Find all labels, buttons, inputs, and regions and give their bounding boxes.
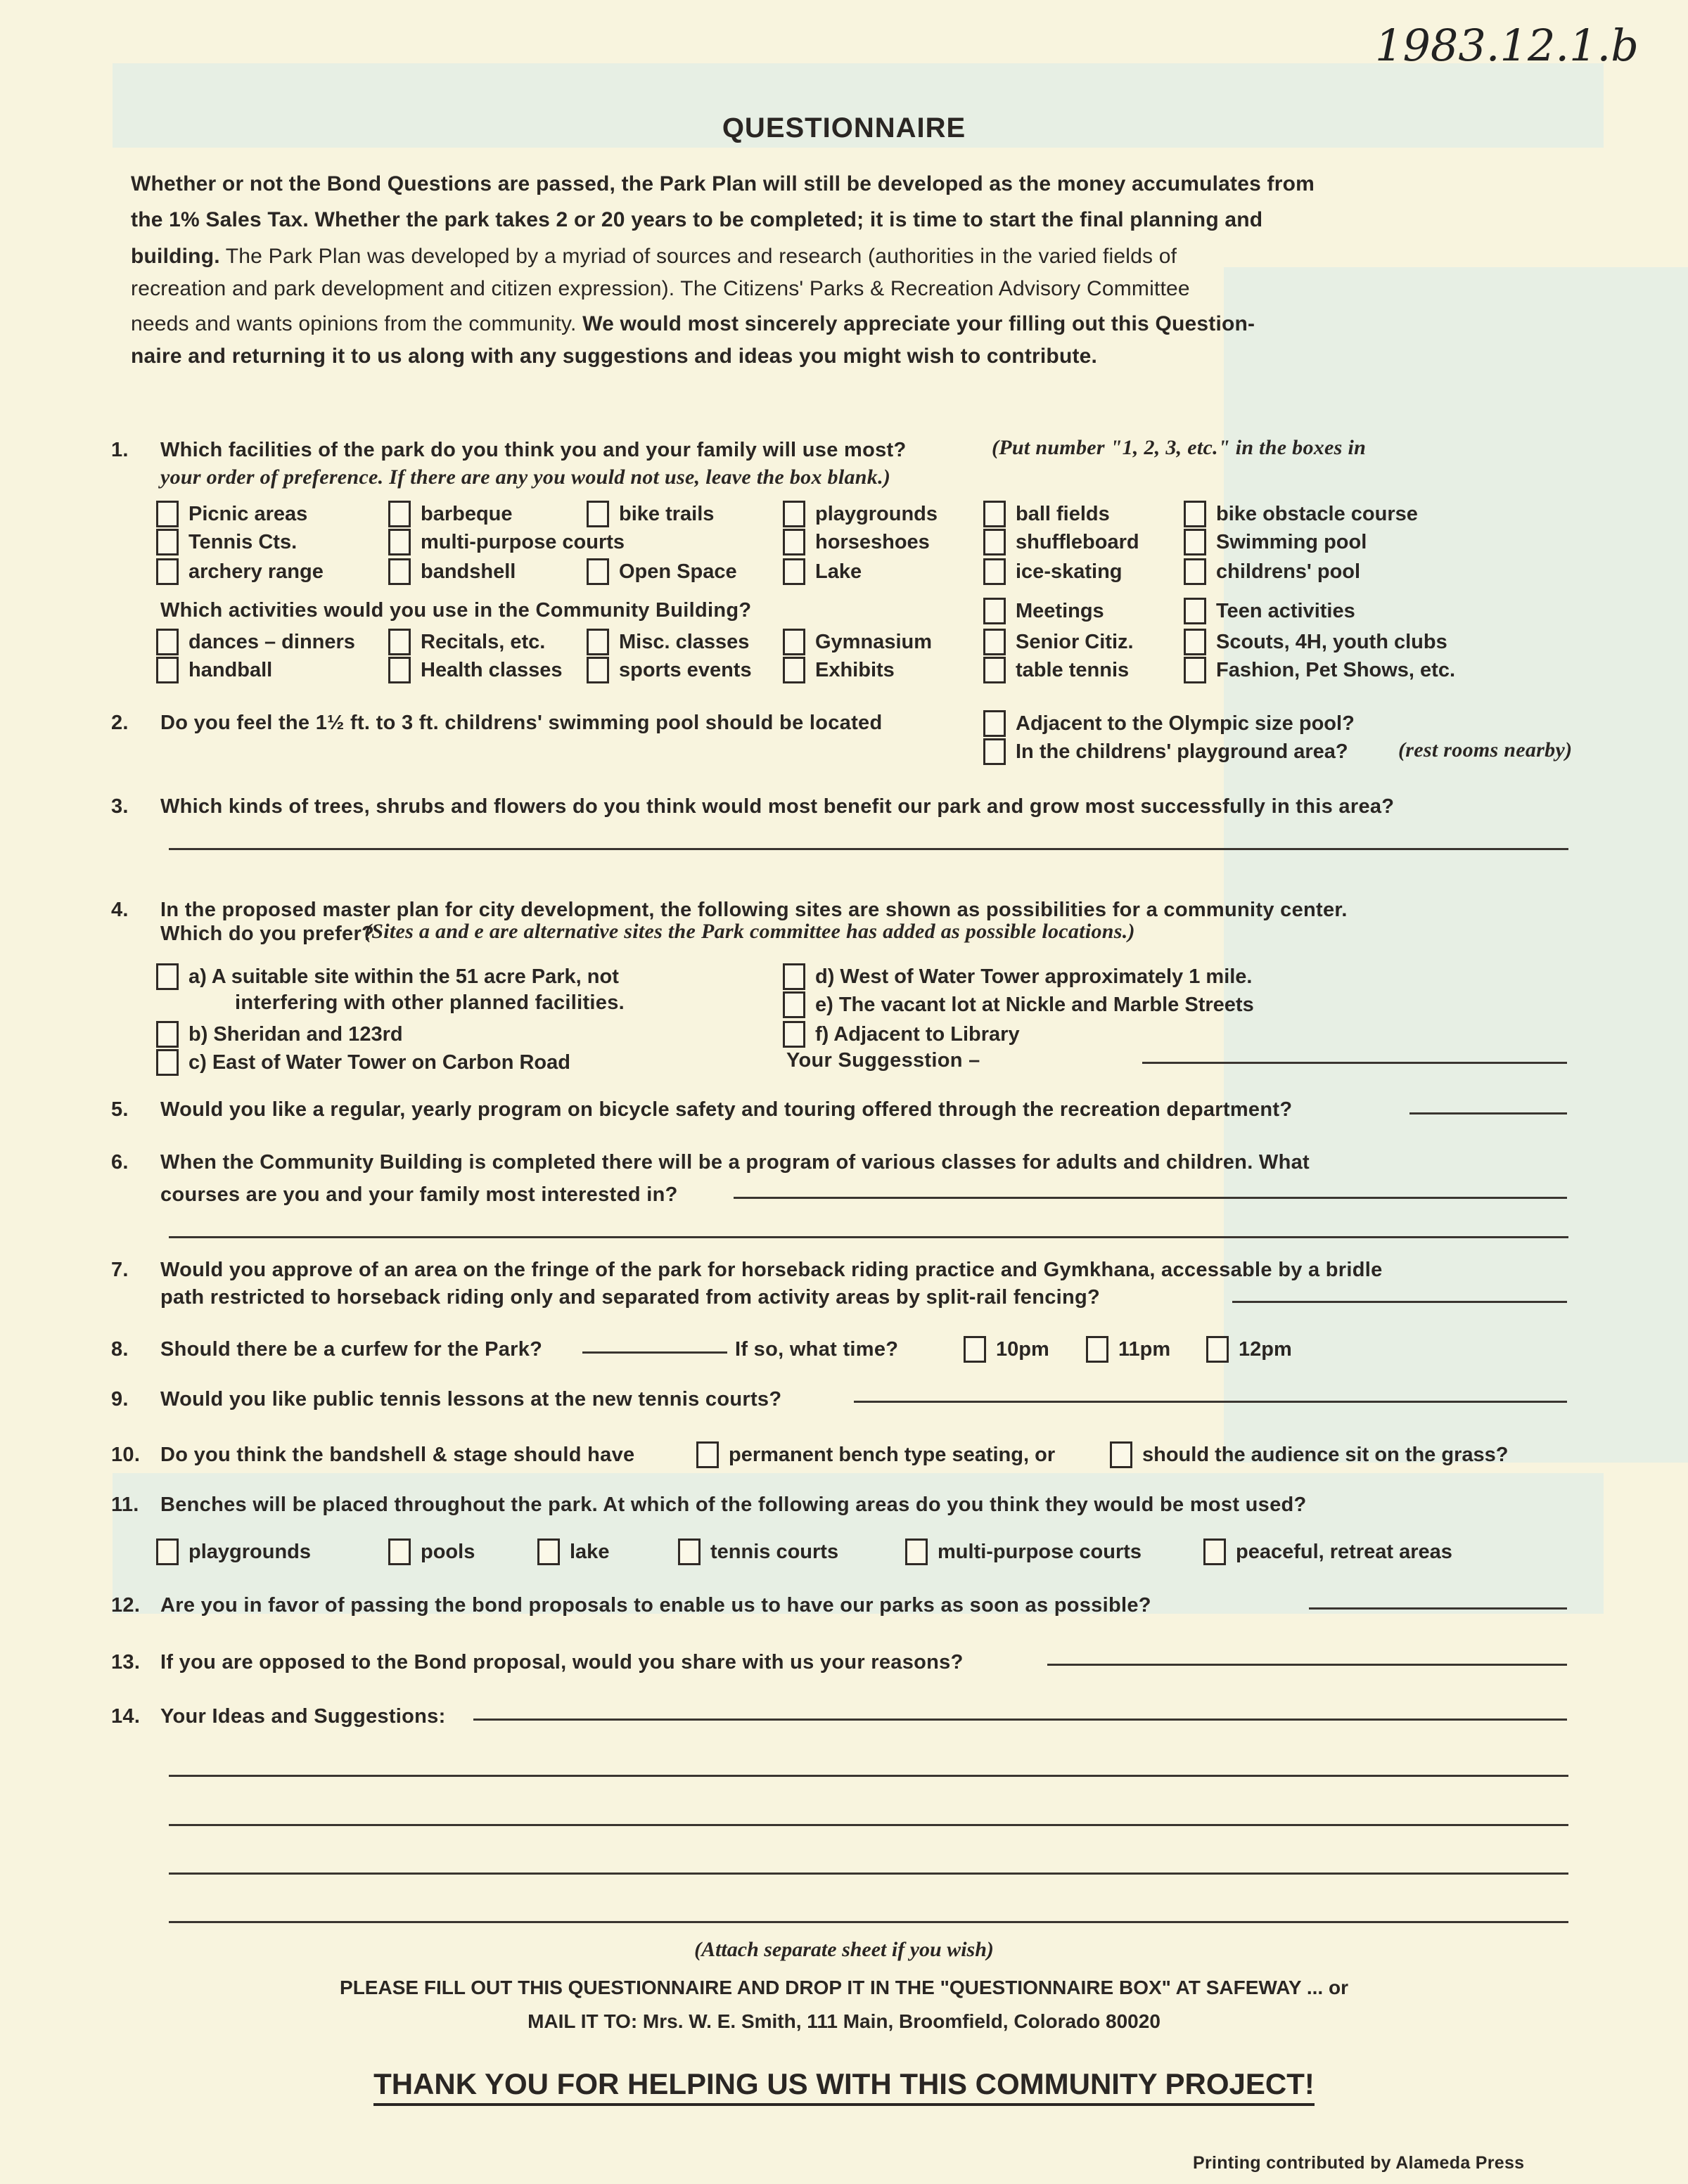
question-text: courses are you and your family most interested in?	[160, 1183, 678, 1206]
question-text: Would you approve of an area on the fringe of the park for horseback riding practice and Gymkhana, accessable by a bridle	[160, 1259, 1383, 1281]
thank-you-banner	[0, 2067, 1688, 2101]
ideas-line[interactable]	[169, 1921, 1568, 1923]
question-note: your order of preference. If there are any you would not use, leave the box blank.)	[160, 465, 891, 489]
intro-text: recreation and park development and citizen expression). The Citizens' Parks & Recreation Advisory Committee	[131, 277, 1190, 300]
checkbox[interactable]	[983, 558, 1006, 585]
option-continuation: interfering with other planned facilities.	[235, 991, 625, 1014]
checkbox[interactable]	[388, 558, 411, 585]
checkbox-label: sports events	[619, 658, 752, 681]
checkbox-label: Picnic areas	[188, 502, 308, 525]
activity-option[interactable]	[388, 629, 545, 655]
checkbox[interactable]	[983, 657, 1006, 683]
checkbox-label: 12pm	[1239, 1337, 1292, 1361]
facility-option[interactable]	[783, 558, 862, 585]
suggestion-input[interactable]	[1142, 1062, 1567, 1064]
answer-line[interactable]	[1409, 1112, 1567, 1115]
intro-line	[131, 172, 1315, 196]
question-number: 3.	[111, 795, 129, 818]
question-text: Would you like public tennis lessons at the new tennis courts?	[160, 1388, 782, 1411]
checkbox-label: childrens' pool	[1216, 560, 1361, 583]
question-note: (rest rooms nearby)	[1398, 738, 1573, 762]
ideas-line[interactable]	[169, 1775, 1568, 1777]
ideas-line[interactable]	[169, 1824, 1568, 1826]
checkbox-label: barbeque	[421, 502, 513, 525]
facility-option[interactable]	[983, 501, 1110, 527]
checkbox-label: Exhibits	[815, 658, 895, 681]
answer-line[interactable]	[169, 1236, 1568, 1238]
checkbox-label: peaceful, retreat areas	[1236, 1540, 1452, 1563]
checkbox-label: a) A suitable site within the 51 acre Park, not	[188, 965, 619, 988]
checkbox[interactable]	[783, 657, 805, 683]
checkbox[interactable]	[1184, 501, 1206, 527]
checkbox-label: Senior Citiz.	[1016, 630, 1134, 653]
instructions-line-1: PLEASE FILL OUT THIS QUESTIONNAIRE AND DROP IT IN THE "QUESTIONNAIRE BOX" AT SAFEWAY ... or	[340, 1977, 1348, 1998]
question-number: 12.	[111, 1594, 141, 1617]
facility-option[interactable]	[388, 558, 516, 585]
question-number: 10.	[111, 1444, 141, 1466]
checkbox-label: ice-skating	[1016, 560, 1123, 583]
checkbox-label: Swimming pool	[1216, 530, 1367, 553]
site-option[interactable]	[783, 991, 1254, 1018]
question-text: Should there be a curfew for the Park?	[160, 1338, 543, 1361]
checkbox-label: bandshell	[421, 560, 516, 583]
site-option[interactable]	[156, 1049, 570, 1076]
checkbox-label: multi-purpose courts	[421, 530, 625, 553]
site-option[interactable]	[783, 1021, 1020, 1048]
facility-option[interactable]	[1184, 501, 1418, 527]
activity-option[interactable]	[1184, 598, 1355, 624]
attach-note: (Attach separate sheet if you wish)	[694, 1938, 994, 1961]
intro-line	[131, 312, 1255, 336]
checkbox-label: In the childrens' playground area?	[1016, 740, 1348, 763]
checkbox-label: handball	[188, 658, 273, 681]
checkbox[interactable]	[783, 629, 805, 655]
question-text: If you are opposed to the Bond proposal, would you share with us your reasons?	[160, 1651, 964, 1674]
checkbox-label: 11pm	[1118, 1337, 1171, 1361]
checkbox-label: ball fields	[1016, 502, 1110, 525]
site-option[interactable]	[156, 963, 619, 990]
question-number: 6.	[111, 1151, 129, 1174]
checkbox[interactable]	[905, 1539, 928, 1565]
answer-line[interactable]	[854, 1401, 1567, 1403]
checkbox-label: Open Space	[619, 560, 737, 583]
question-text: Which activities would you use in the Community Building?	[160, 599, 752, 622]
checkbox-label: f) Adjacent to Library	[815, 1022, 1020, 1046]
question-text: Do you think the bandshell & stage should have	[160, 1444, 635, 1466]
checkbox[interactable]	[964, 1336, 986, 1363]
thank-you-text: THANK YOU FOR HELPING US WITH THIS COMMUNITY PROJECT!	[373, 2067, 1315, 2106]
checkbox[interactable]	[388, 629, 411, 655]
facility-option[interactable]	[1184, 529, 1367, 555]
checkbox-label: playgrounds	[188, 1540, 312, 1563]
checkbox[interactable]	[587, 501, 609, 527]
facility-option[interactable]	[587, 501, 714, 527]
question-number: 13.	[111, 1651, 141, 1674]
activity-option[interactable]	[156, 629, 355, 655]
checkbox-label: pools	[421, 1540, 475, 1563]
checkbox[interactable]	[156, 529, 179, 555]
checkbox[interactable]	[1184, 529, 1206, 555]
site-option[interactable]	[783, 963, 1253, 990]
checkbox[interactable]	[983, 598, 1006, 624]
question-text: Which kinds of trees, shrubs and flowers do you think would most benefit our park and grow most successfully in this area?	[160, 795, 1395, 818]
checkbox[interactable]	[1110, 1441, 1132, 1468]
intro-text: the 1% Sales Tax. Whether the park takes 2 or 20 years to be completed; it is time to start the final planning and	[131, 208, 1263, 231]
checkbox-label: Teen activities	[1216, 599, 1355, 622]
facility-option[interactable]	[388, 501, 513, 527]
answer-line[interactable]	[1309, 1607, 1567, 1610]
checkbox[interactable]	[388, 529, 411, 555]
checkbox-label: Scouts, 4H, youth clubs	[1216, 630, 1447, 653]
intro-line	[131, 245, 1177, 269]
suggestion-label: Your Suggesstion –	[786, 1049, 980, 1072]
facility-option[interactable]	[156, 529, 297, 555]
answer-line[interactable]	[734, 1197, 1567, 1199]
bench-area-option[interactable]	[388, 1539, 475, 1565]
checkbox[interactable]	[587, 629, 609, 655]
question-text: When the Community Building is completed there will be a program of various classes for adults and children. What	[160, 1151, 1310, 1174]
intro-text: needs and wants opinions from the community.	[131, 312, 577, 335]
checkbox-label: archery range	[188, 560, 324, 583]
bench-area-option[interactable]	[1203, 1539, 1452, 1565]
checkbox[interactable]	[983, 738, 1006, 765]
facility-option[interactable]	[156, 501, 307, 527]
seating-option[interactable]	[696, 1441, 1055, 1468]
facility-option[interactable]	[783, 529, 930, 555]
checkbox[interactable]	[156, 629, 179, 655]
checkbox[interactable]	[537, 1539, 560, 1565]
bench-area-option[interactable]	[905, 1539, 1142, 1565]
activity-option[interactable]	[983, 657, 1129, 683]
checkbox-label: playgrounds	[815, 502, 938, 525]
checkbox[interactable]	[983, 629, 1006, 655]
checkbox-label: table tennis	[1016, 658, 1130, 681]
checkbox[interactable]	[783, 529, 805, 555]
page-title: QUESTIONNAIRE	[722, 113, 966, 143]
intro-text: Whether or not the Bond Questions are passed, the Park Plan will still be developed as the money accumulates from	[131, 172, 1315, 195]
checkbox[interactable]	[1184, 657, 1206, 683]
site-option[interactable]	[156, 1021, 403, 1048]
pool-location-option[interactable]	[983, 710, 1355, 737]
intro-text: The Park Plan was developed by a myriad of sources and research (authorities in the varied fields of	[219, 245, 1177, 268]
checkbox[interactable]	[156, 657, 179, 683]
checkbox[interactable]	[1184, 629, 1206, 655]
checkbox[interactable]	[156, 1539, 179, 1565]
handwritten-id: 1983.12.1.b	[1375, 20, 1639, 71]
question-number: 7.	[111, 1259, 129, 1281]
checkbox[interactable]	[1206, 1336, 1229, 1363]
question-text: If so, what time?	[735, 1338, 899, 1361]
bench-area-option[interactable]	[156, 1539, 311, 1565]
question-text: Would you like a regular, yearly program on bicycle safety and touring offered through the recreation department?	[160, 1098, 1293, 1121]
checkbox[interactable]	[156, 501, 179, 527]
checkbox-label: permanent bench type seating, or	[729, 1443, 1056, 1466]
question-number: 14.	[111, 1705, 141, 1728]
checkbox-label: Health classes	[421, 658, 563, 681]
question-number: 9.	[111, 1388, 129, 1411]
checkbox[interactable]	[156, 1049, 179, 1076]
question-text: Which facilities of the park do you think you and your family will use most?	[160, 439, 907, 461]
checkbox-label: Meetings	[1016, 599, 1104, 622]
facility-option[interactable]	[156, 558, 324, 585]
question-text: Are you in favor of passing the bond proposals to enable us to have our parks as soon as possible?	[160, 1594, 1151, 1617]
curfew-option[interactable]	[1086, 1336, 1170, 1363]
checkbox-label: Tennis Cts.	[188, 530, 298, 553]
question-text: Your Ideas and Suggestions:	[160, 1705, 446, 1728]
ideas-line[interactable]	[169, 1873, 1568, 1875]
checkbox[interactable]	[156, 558, 179, 585]
checkbox[interactable]	[983, 529, 1006, 555]
instructions-line-2: MAIL IT TO: Mrs. W. E. Smith, 111 Main, Broomfield, Colorado 80020	[528, 2010, 1160, 2032]
facility-option[interactable]	[587, 558, 737, 585]
answer-line[interactable]	[1047, 1664, 1567, 1666]
checkbox-label: bike trails	[619, 502, 715, 525]
seating-option[interactable]	[1110, 1441, 1508, 1468]
checkbox[interactable]	[783, 1021, 805, 1048]
checkbox-label: tennis courts	[710, 1540, 839, 1563]
answer-line[interactable]	[169, 848, 1568, 850]
question-text: In the proposed master plan for city development, the following sites are shown as possibilities for a community center.	[160, 899, 1348, 921]
checkbox-label: e) The vacant lot at Nickle and Marble Streets	[815, 993, 1254, 1016]
checkbox[interactable]	[388, 1539, 411, 1565]
activity-option[interactable]	[983, 598, 1104, 624]
checkbox[interactable]	[388, 501, 411, 527]
checkbox-label: multi-purpose courts	[938, 1540, 1142, 1563]
intro-line	[131, 277, 1190, 301]
question-number: 5.	[111, 1098, 129, 1121]
activity-option[interactable]	[1184, 629, 1447, 655]
facility-option[interactable]	[983, 529, 1139, 555]
intro-text: building.	[131, 245, 220, 268]
facility-option[interactable]	[1184, 558, 1360, 585]
checkbox[interactable]	[156, 963, 179, 990]
checkbox[interactable]	[1184, 558, 1206, 585]
question-text: Do you feel the 1½ ft. to 3 ft. childrens' swimming pool should be located	[160, 712, 883, 734]
checkbox-label: c) East of Water Tower on Carbon Road	[188, 1051, 570, 1074]
intro-text: naire and returning it to us along with any suggestions and ideas you might wish to contribute.	[131, 345, 1098, 368]
checkbox-label: bike obstacle course	[1216, 502, 1418, 525]
checkbox-label: Recitals, etc.	[421, 630, 546, 653]
checkbox[interactable]	[696, 1441, 719, 1468]
question-note: (Put number "1, 2, 3, etc." in the boxes in	[992, 436, 1367, 459]
checkbox-label: b) Sheridan and 123rd	[188, 1022, 403, 1046]
checkbox[interactable]	[678, 1539, 701, 1565]
activity-option[interactable]	[156, 657, 272, 683]
activity-option[interactable]	[388, 657, 563, 683]
activity-option[interactable]	[983, 629, 1134, 655]
answer-line[interactable]	[1232, 1301, 1567, 1303]
question-number: 1.	[111, 439, 129, 461]
printing-credit: Printing contributed by Alameda Press	[1193, 2153, 1525, 2173]
checkbox-label: Misc. classes	[619, 630, 750, 653]
checkbox-label: shuffleboard	[1016, 530, 1139, 553]
question-text: Which do you prefer?	[160, 923, 375, 945]
bench-area-option[interactable]	[678, 1539, 838, 1565]
checkbox-label: Gymnasium	[815, 630, 932, 653]
question-text: path restricted to horseback riding only and separated from activity areas by split-rail fencing?	[160, 1286, 1101, 1309]
curfew-option[interactable]	[1206, 1336, 1292, 1363]
pool-location-option[interactable]	[983, 738, 1348, 765]
checkbox[interactable]	[587, 558, 609, 585]
activity-option[interactable]	[1184, 657, 1455, 683]
checkbox[interactable]	[783, 991, 805, 1018]
question-number: 2.	[111, 712, 129, 734]
question-number: 4.	[111, 899, 129, 921]
question-number: 8.	[111, 1338, 129, 1361]
question-note: (Sites a and e are alternative sites the Park committee has added as possible locations.)	[364, 920, 1135, 943]
checkbox[interactable]	[1086, 1336, 1108, 1363]
curfew-option[interactable]	[964, 1336, 1049, 1363]
checkbox[interactable]	[983, 501, 1006, 527]
activity-option[interactable]	[783, 657, 895, 683]
question-number: 11.	[111, 1494, 139, 1516]
answer-line[interactable]	[582, 1351, 727, 1354]
answer-line[interactable]	[473, 1719, 1567, 1721]
checkbox[interactable]	[156, 1021, 179, 1048]
facility-option[interactable]	[388, 529, 625, 555]
intro-text: We would most sincerely appreciate your filling out this Question-	[576, 312, 1255, 335]
checkbox[interactable]	[783, 963, 805, 990]
checkbox[interactable]	[983, 710, 1006, 737]
checkbox-label: d) West of Water Tower approximately 1 mile.	[815, 965, 1253, 988]
checkbox-label: Lake	[815, 560, 862, 583]
checkbox-label: 10pm	[996, 1337, 1049, 1361]
activity-option[interactable]	[587, 657, 752, 683]
checkbox-label: Fashion, Pet Shows, etc.	[1216, 658, 1456, 681]
bench-area-option[interactable]	[537, 1539, 609, 1565]
activity-option[interactable]	[783, 629, 932, 655]
question-text: Benches will be placed throughout the park. At which of the following areas do you think they would be most used?	[160, 1494, 1307, 1516]
facility-option[interactable]	[783, 501, 938, 527]
intro-line	[131, 208, 1262, 232]
activity-option[interactable]	[587, 629, 749, 655]
checkbox-label: lake	[570, 1540, 610, 1563]
checkbox[interactable]	[1184, 598, 1206, 624]
checkbox[interactable]	[783, 501, 805, 527]
intro-line	[131, 345, 1097, 368]
checkbox-label: should the audience sit on the grass?	[1142, 1443, 1509, 1466]
checkbox[interactable]	[1203, 1539, 1226, 1565]
checkbox[interactable]	[587, 657, 609, 683]
checkbox-label: dances – dinners	[188, 630, 355, 653]
checkbox-label: horseshoes	[815, 530, 930, 553]
checkbox[interactable]	[388, 657, 411, 683]
facility-option[interactable]	[983, 558, 1123, 585]
checkbox-label: Adjacent to the Olympic size pool?	[1016, 712, 1355, 735]
checkbox[interactable]	[783, 558, 805, 585]
